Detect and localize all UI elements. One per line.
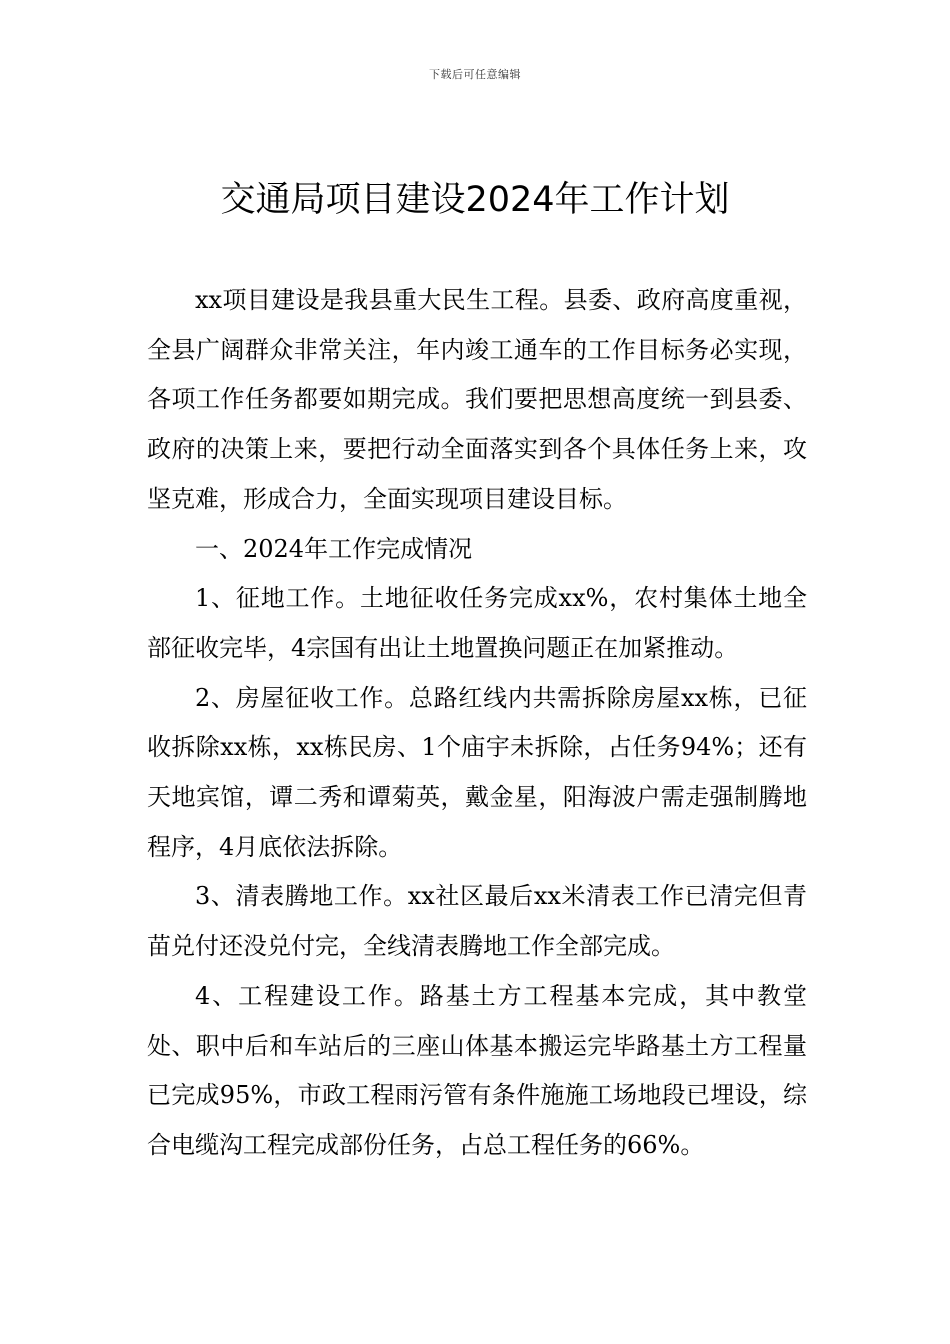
paragraph-item-1: 1、征地工作。土地征收任务完成xx%，农村集体土地全部征收完毕，4宗国有出让土地置换问题正在加紧推动。 bbox=[147, 584, 807, 662]
paragraph-intro: xx项目建设是我县重大民生工程。县委、政府高度重视，全县广阔群众非常关注，年内竣工通车的工作目标务必实现，各项工作任务都要如期完成。我们要把思想高度统一到县委、政府的决策上来，要把行动全面落实到各个具体任务上来，攻坚克难，形成合力，全面实现项目建设目标。 bbox=[147, 286, 807, 513]
document-title: 交通局项目建设2024年工作计划 bbox=[220, 180, 730, 220]
paragraph-item-2: 2、房屋征收工作。总路红线内共需拆除房屋xx栋，已征收拆除xx栋，xx栋民房、1个庙宇未拆除，占任务94%；还有天地宾馆，谭二秀和谭菊英，戴金星，阳海波户需走强制腾地程序，4月底依法拆除。 bbox=[147, 683, 807, 861]
section-heading: 一、2024年工作完成情况 bbox=[195, 534, 473, 563]
paragraph-item-3: 3、清表腾地工作。xx社区最后xx米清表工作已清完但青苗兑付还没兑付完，全线清表腾地工作全部完成。 bbox=[147, 882, 807, 961]
paragraph-item-4: 4、工程建设工作。路基土方工程基本完成，其中教堂处、职中后和车站后的三座山体基本搬运完毕路基土方工程量已完成95%，市政工程雨污管有条件施施工场地段已埋设，综合电缆沟工程完成部份任务，占总工程任务的66%。 bbox=[147, 981, 807, 1159]
header-note: 下载后可任意编辑 bbox=[429, 68, 521, 81]
document-body bbox=[147, 276, 807, 1171]
